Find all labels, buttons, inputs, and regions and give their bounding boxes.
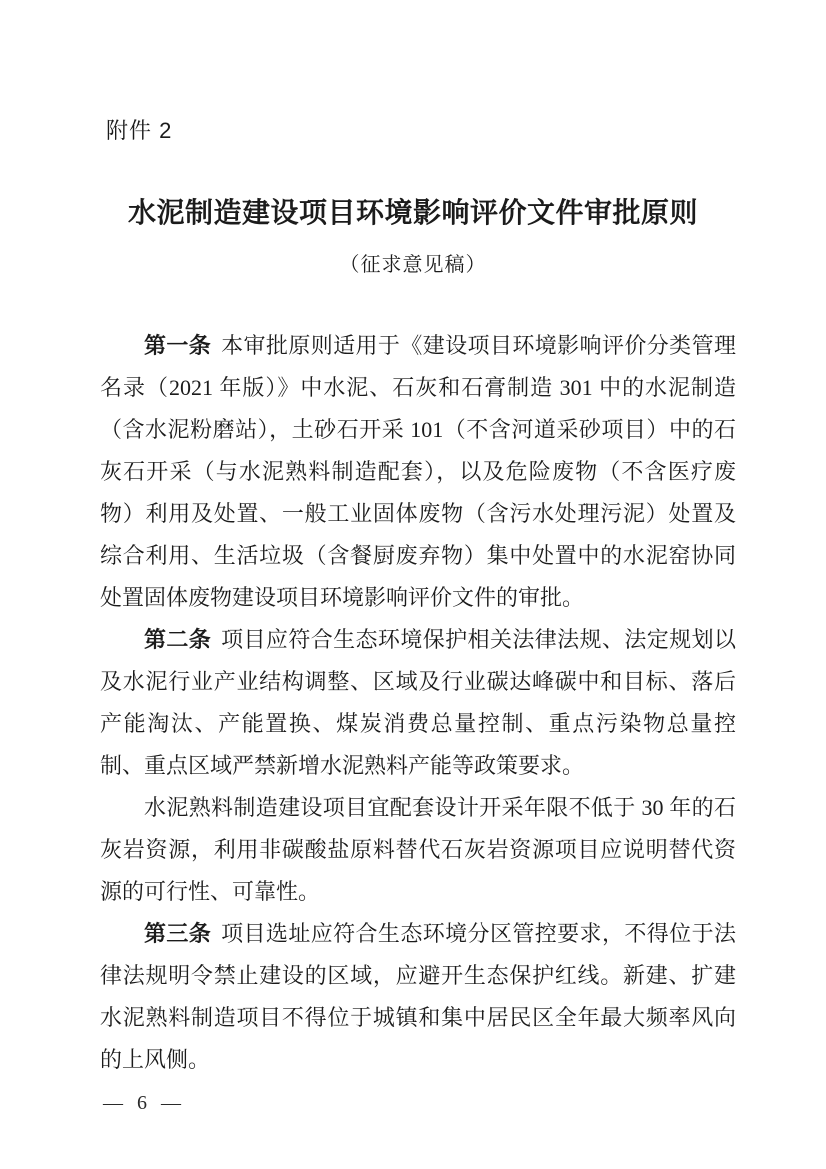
document-body — [100, 325, 736, 1081]
page-number: — 6 — — [103, 1092, 181, 1114]
article-1-text: 本审批原则适用于《建设项目环境影响评价分类管理名录（2021 年版）》中水泥、石灰和石膏制造 301 中的水泥制造（含水泥粉磨站），土砂石开采 101（不含河道采砂项目）中的石灰石开采（与水泥熟料制造配套），以及危险废物（不含医疗废物）利用及处置、一般工业固体废物（含污水处理污泥）处置及综合利用、生活垃圾（含餐厨废弃物）集中处置中的水泥窑协同处置固体废物建设项目环境影响评价文件的审批。 — [100, 333, 736, 610]
article-2-number: 第二条 — [144, 627, 212, 652]
paragraph-article-3 — [100, 913, 736, 1081]
paragraph-article-1 — [100, 325, 736, 619]
document-title: 水泥制造建设项目环境影响评价文件审批原则 — [127, 198, 698, 229]
paragraph-3-text: 水泥熟料制造建设项目宜配套设计开采年限不低于 30 年的石灰岩资源，利用非碳酸盐原料替代石灰岩资源项目应说明替代资源的可行性、可靠性。 — [100, 795, 736, 904]
paragraph-clinker-resource — [100, 787, 736, 913]
article-3-text: 项目选址应符合生态环境分区管控要求，不得位于法律法规明令禁止建设的区域，应避开生态保护红线。新建、扩建水泥熟料制造项目不得位于城镇和集中居民区全年最大频率风向的上风侧。 — [100, 921, 736, 1072]
article-2-text: 项目应符合生态环境保护相关法律法规、法定规划以及水泥行业产业结构调整、区域及行业碳达峰碳中和目标、落后产能淘汰、产能置换、煤炭消费总量控制、重点污染物总量控制、重点区域严禁新增水泥熟料产能等政策要求。 — [100, 627, 736, 778]
attachment-label: 附件 2 — [106, 118, 173, 143]
paragraph-article-2 — [100, 619, 736, 787]
article-3-number: 第三条 — [144, 921, 212, 946]
article-1-number: 第一条 — [144, 333, 212, 358]
document-subtitle: （征求意见稿） — [339, 254, 487, 276]
